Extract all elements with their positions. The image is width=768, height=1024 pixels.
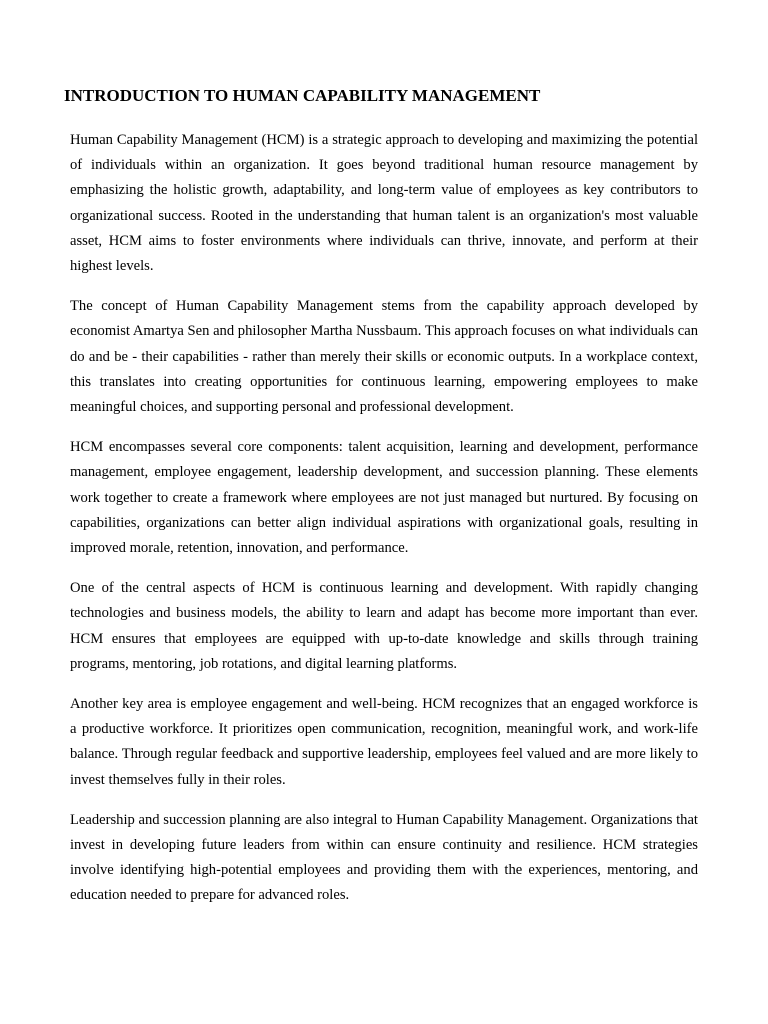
document-title: INTRODUCTION TO HUMAN CAPABILITY MANAGEMENT	[64, 86, 541, 105]
paragraph-leadership: Leadership and succession planning are also integral to Human Capability Management. Organizations that invest in developing future leaders from within can ensure continuity and resilience. HCM strategies involve identifying high-potential employees and providing them with the experiences, mentoring, and education needed to prepare for advanced roles.	[70, 811, 698, 904]
paragraph-capability-approach: The concept of Human Capability Management stems from the capability approach developed by economist Amartya Sen and philosopher Martha Nussbaum. This approach focuses on what individuals can do and be - their capabilities - rather than merely their skills or economic outputs. In a workplace context, this translates into creating opportunities for continuous learning, empowering employees to make meaningful choices, and supporting personal and professional development.	[70, 298, 698, 416]
paragraph-core-components: HCM encompasses several core components: talent acquisition, learning and development, performance management, employee engagement, leadership development, and succession planning. These elements work together to create a framework where employees are not just managed but nurtured. By focusing on capabilities, organizations can better align individual aspirations with organizational goals, resulting in improved morale, retention, innovation, and performance.	[70, 439, 698, 557]
document-body	[70, 128, 698, 924]
paragraph-continuous-learning: One of the central aspects of HCM is continuous learning and development. With rapidly changing technologies and business models, the ability to learn and adapt has become more important than ever. HCM ensures that employees are equipped with up-to-date knowledge and skills through training programs, mentoring, job rotations, and digital learning platforms.	[70, 580, 698, 672]
paragraph-intro: Human Capability Management (HCM) is a strategic approach to developing and maximizing the potential of individuals within an organization. It goes beyond traditional human resource management by emphasizing the holistic growth, adaptability, and long-term value of employees as key contributors to organizational success. Rooted in the understanding that human talent is an organization's most valuable asset, HCM aims to foster environments where individuals can thrive, innovate, and perform at their highest levels.	[70, 132, 698, 275]
paragraph-engagement: Another key area is employee engagement and well-being. HCM recognizes that an engaged workforce is a productive workforce. It prioritizes open communication, recognition, meaningful work, and work-life balance. Through regular feedback and supportive leadership, employees feel valued and are more likely to invest themselves fully in their roles.	[70, 696, 698, 788]
